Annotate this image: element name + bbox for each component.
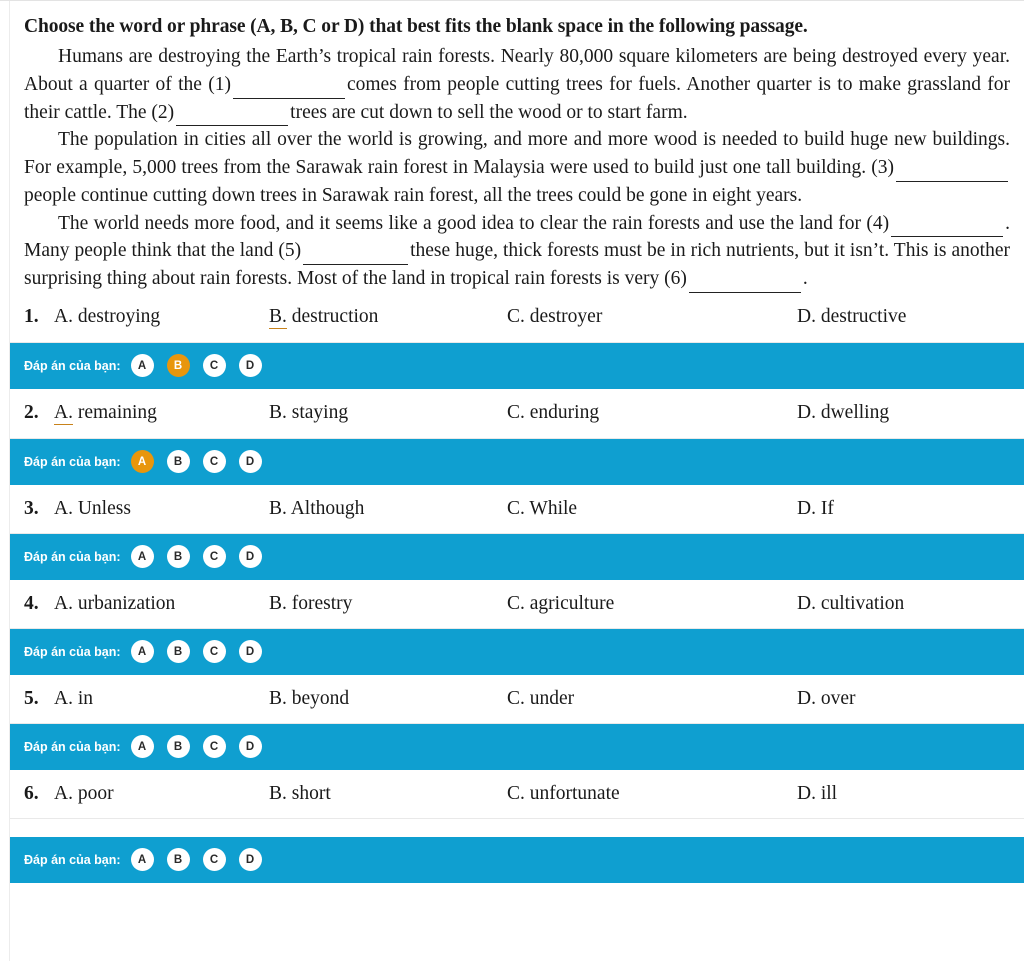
option-text: Although xyxy=(290,497,365,519)
option-letter: C. xyxy=(507,592,525,614)
option-6-d[interactable] xyxy=(797,783,837,805)
answer-choice-b[interactable]: B xyxy=(167,848,190,871)
answer-label: Đáp án của bạn: xyxy=(24,454,121,469)
option-3-c[interactable] xyxy=(507,498,797,520)
option-letter: D. xyxy=(797,782,816,804)
option-text: cultivation xyxy=(820,592,905,614)
option-text: beyond xyxy=(291,687,350,709)
passage-paragraph-2 xyxy=(24,126,1010,209)
option-letter: A. xyxy=(54,782,73,804)
blank-4 xyxy=(891,218,1003,238)
option-letter: D. xyxy=(797,402,816,424)
option-text: Unless xyxy=(77,497,131,519)
passage-paragraph-3 xyxy=(24,210,1010,293)
blank-3 xyxy=(896,162,1008,182)
option-text: dwelling xyxy=(820,402,890,424)
option-4-a[interactable] xyxy=(54,593,269,615)
answer-choice-c[interactable]: C xyxy=(203,545,226,568)
answer-label: Đáp án của bạn: xyxy=(24,852,121,867)
option-text: poor xyxy=(77,782,114,804)
option-letter: B. xyxy=(269,782,287,804)
answer-choice-d[interactable]: D xyxy=(239,640,262,663)
option-text: destroyer xyxy=(529,306,603,328)
answer-choice-c[interactable]: C xyxy=(203,450,226,473)
passage-text-3a: The world needs more food, and it seems like a good idea to clear the rain forests and use the land for (4) xyxy=(58,212,890,234)
passage xyxy=(10,43,1024,292)
option-letter: B. xyxy=(269,687,287,709)
answer-choice-d[interactable]: D xyxy=(239,848,262,871)
answer-choice-b[interactable]: B xyxy=(167,354,190,377)
blank-1 xyxy=(233,79,345,99)
option-text: remaining xyxy=(77,401,157,423)
option-letter: D. xyxy=(797,497,816,519)
option-1-a[interactable] xyxy=(54,306,269,328)
option-1-b[interactable] xyxy=(269,306,507,329)
option-6-a[interactable] xyxy=(54,783,269,805)
question-number: 2. xyxy=(24,402,39,424)
blank-2 xyxy=(176,107,288,127)
option-3-a[interactable] xyxy=(54,498,269,520)
passage-text-1a: Humans are destroying the Earth’s tropical rain forests. Nearly 80,000 square kilometers are being destroyed every year. About a quarter of the (1) xyxy=(24,46,1010,96)
answer-bar-4 xyxy=(10,629,1024,675)
option-2-d[interactable] xyxy=(797,402,889,424)
option-5-b[interactable] xyxy=(269,688,507,710)
option-1-c[interactable] xyxy=(507,306,797,328)
answer-choice-c[interactable]: C xyxy=(203,848,226,871)
passage-text-3d: . xyxy=(802,267,808,289)
answer-bar-6 xyxy=(10,837,1024,883)
passage-text-1c: trees are cut down to sell the wood or to start farm. xyxy=(290,101,688,123)
option-letter: B. xyxy=(269,497,287,519)
option-letter: C. xyxy=(507,687,525,709)
option-2-a[interactable] xyxy=(54,402,269,425)
blank-6 xyxy=(689,273,801,293)
option-letter: B. xyxy=(269,592,287,614)
option-5-a[interactable] xyxy=(54,688,269,710)
answer-choice-a[interactable]: A xyxy=(131,545,154,568)
option-text: short xyxy=(291,782,331,804)
answer-choice-b[interactable]: B xyxy=(167,545,190,568)
question-number: 3. xyxy=(24,497,39,519)
option-letter: A. xyxy=(54,401,73,423)
option-text: over xyxy=(820,687,856,709)
option-letter: A. xyxy=(54,592,73,614)
page-title: Choose the word or phrase (A, B, C or D) that best fits the blank space in the following passage. xyxy=(24,16,808,37)
option-text: If xyxy=(820,497,834,519)
option-6-c[interactable] xyxy=(507,783,797,805)
question-row-3 xyxy=(10,485,1024,534)
option-letter: C. xyxy=(507,497,525,519)
option-letter: B. xyxy=(269,402,287,424)
option-text: destroying xyxy=(77,306,161,328)
option-letter: C. xyxy=(507,402,525,424)
option-text: forestry xyxy=(291,592,353,614)
passage-text-3b: . Many people think that the land (5) xyxy=(24,212,1010,262)
answer-choice-d[interactable]: D xyxy=(239,450,262,473)
option-letter: A. xyxy=(54,497,73,519)
option-text: destructive xyxy=(820,306,907,328)
option-text: unfortunate xyxy=(529,782,620,804)
option-text: ill xyxy=(820,782,838,804)
option-2-c[interactable] xyxy=(507,402,797,424)
option-text: urbanization xyxy=(77,592,176,614)
answer-choice-a[interactable]: A xyxy=(131,450,154,473)
answer-choice-d[interactable]: D xyxy=(239,735,262,758)
answer-choice-c[interactable]: C xyxy=(203,354,226,377)
option-4-c[interactable] xyxy=(507,593,797,615)
question-number: 4. xyxy=(24,592,39,614)
answer-choice-d[interactable]: D xyxy=(239,545,262,568)
answer-bar-3 xyxy=(10,534,1024,580)
answer-choice-b[interactable]: B xyxy=(167,735,190,758)
answer-choice-a[interactable]: A xyxy=(131,640,154,663)
question-number: 1. xyxy=(24,306,39,328)
option-letter: C. xyxy=(507,782,525,804)
option-letter: D. xyxy=(797,306,816,328)
option-text: enduring xyxy=(529,402,600,424)
option-5-c[interactable] xyxy=(507,688,797,710)
option-text: in xyxy=(77,687,94,709)
content-column xyxy=(10,1,1024,960)
option-letter: A. xyxy=(54,306,73,328)
option-text: While xyxy=(529,497,578,519)
passage-text-2a: The population in cities all over the world is growing, and more and more wood is needed to build huge new buildings. For example, 5,000 trees from the Sarawak rain forest in Malaysia were used to build just one tall building. (3) xyxy=(24,129,1010,179)
answer-bar-1 xyxy=(10,343,1024,389)
question-row-1 xyxy=(10,293,1024,343)
passage-paragraph-1 xyxy=(24,43,1010,126)
option-text: under xyxy=(529,687,575,709)
passage-text-1b: comes from people cutting trees for fuels. Another quarter is to make grassland for their cattle. The (2) xyxy=(24,74,1010,123)
spacer xyxy=(10,819,1024,837)
answer-bar-2 xyxy=(10,439,1024,485)
question-row-2 xyxy=(10,389,1024,439)
question-number: 6. xyxy=(24,782,39,804)
option-3-d[interactable] xyxy=(797,498,834,520)
option-4-b[interactable] xyxy=(269,593,507,615)
option-letter: D. xyxy=(797,687,816,709)
option-letter: D. xyxy=(797,592,816,614)
left-rail xyxy=(0,1,10,961)
answer-choice-b[interactable]: B xyxy=(167,640,190,663)
option-1-d[interactable] xyxy=(797,306,906,328)
option-2-b[interactable] xyxy=(269,402,507,424)
answer-label: Đáp án của bạn: xyxy=(24,644,121,659)
answer-label: Đáp án của bạn: xyxy=(24,358,121,373)
question-row-6 xyxy=(10,770,1024,819)
option-6-b[interactable] xyxy=(269,783,507,805)
answer-choice-c[interactable]: C xyxy=(203,640,226,663)
question-number: 5. xyxy=(24,687,39,709)
option-4-d[interactable] xyxy=(797,593,904,615)
answer-bar-5 xyxy=(10,724,1024,770)
question-row-5 xyxy=(10,675,1024,724)
answer-choice-a[interactable]: A xyxy=(131,354,154,377)
blank-5 xyxy=(303,245,408,265)
answer-choice-a[interactable]: A xyxy=(131,848,154,871)
passage-text-2b: people continue cutting down trees in Sarawak rain forest, all the trees could be gone in eight years. xyxy=(24,184,803,206)
option-text: destruction xyxy=(291,305,379,327)
answer-choice-c[interactable]: C xyxy=(203,735,226,758)
answer-choice-d[interactable]: D xyxy=(239,354,262,377)
option-text: staying xyxy=(291,402,349,424)
option-letter: B. xyxy=(269,305,287,327)
answer-choice-a[interactable]: A xyxy=(131,735,154,758)
answer-label: Đáp án của bạn: xyxy=(24,549,121,564)
option-letter: C. xyxy=(507,306,525,328)
answer-label: Đáp án của bạn: xyxy=(24,739,121,754)
question-row-4 xyxy=(10,580,1024,629)
option-text: agriculture xyxy=(529,592,615,614)
option-letter: A. xyxy=(54,687,73,709)
option-5-d[interactable] xyxy=(797,688,856,710)
option-3-b[interactable] xyxy=(269,498,507,520)
answer-choice-b[interactable]: B xyxy=(167,450,190,473)
passage-text-3c: these huge, thick forests must be in rich nutrients, but it isn’t. This is another surprising thing about rain forests. Most of the land in tropical rain forests is very (6) xyxy=(24,240,1010,289)
